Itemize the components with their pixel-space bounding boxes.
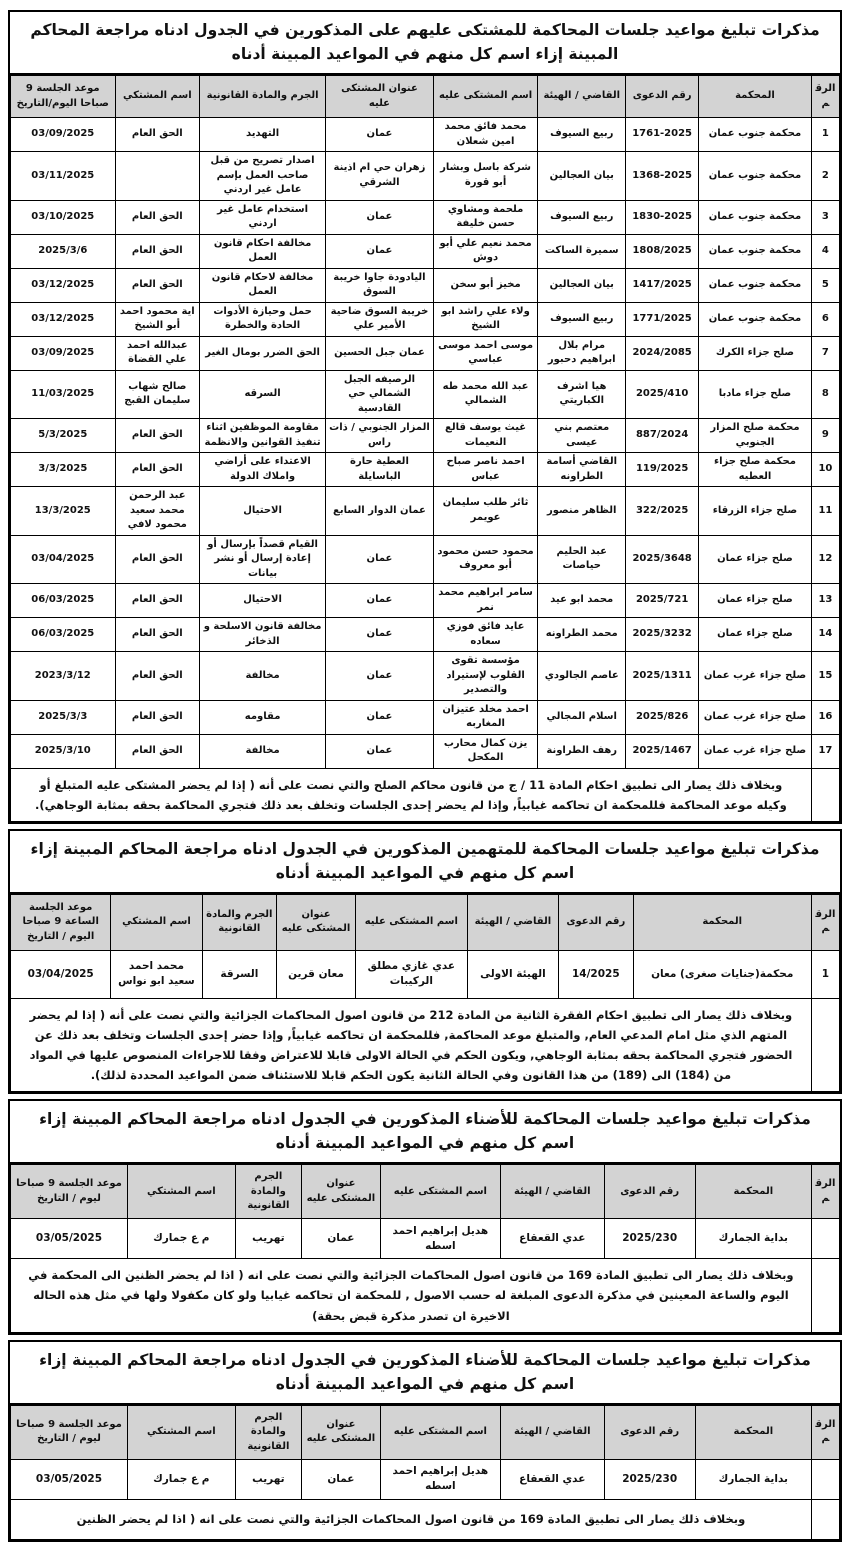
table-cell: 3 (811, 200, 839, 234)
table-cell: 6 (811, 302, 839, 336)
table-cell: السرقة (202, 950, 277, 998)
header-cell: رقم الدعوى (626, 76, 699, 118)
row-number-cell (811, 998, 839, 1092)
table-cell: الحق العام (115, 453, 200, 487)
table-cell: صلح جزاء الكرك (699, 336, 812, 370)
header-cell: موعد الجلسة الساعة 9 صباحا اليوم / التاريخ (11, 894, 111, 950)
table-cell: 1417/2025 (626, 268, 699, 302)
table-cell: 2025/721 (626, 584, 699, 618)
table-cell: 8 (811, 370, 839, 419)
table-cell: عاصم الجالودي (538, 652, 626, 701)
table-cell: الحق الضرر بومال الغير (200, 336, 326, 370)
table-cell: تهريب (235, 1459, 301, 1499)
section-title: مذكرات تبليغ مواعيد جلسات المحاكمة للمشتكى عليهم على المذكورين في الجدول ادناه مراجعة المحاكم المبينة إزاء اسم كل منهم في المواعيد المبينة أدناه (10, 12, 840, 75)
table-cell: اصدار تصريح من قبل صاحب العمل بإسم عامل غير اردني (200, 152, 326, 201)
table-cell: 03/04/2025 (11, 950, 111, 998)
table-cell: عمان الدوار السابع (326, 487, 434, 536)
table-cell: بيان العجالين (538, 268, 626, 302)
table-cell: 03/12/2025 (11, 302, 116, 336)
header-cell: القاضي / الهيئة (500, 1405, 604, 1459)
table-cell: 2023/3/12 (11, 652, 116, 701)
table-cell: 10 (811, 453, 839, 487)
header-cell: الرقم (811, 1405, 839, 1459)
table-cell: مخالفة قانون الاسلحة و الذخائر (200, 618, 326, 652)
table-cell: مخالفة لاحكام قانون العمل (200, 268, 326, 302)
table-cell: صلح جزاء غرب عمان (699, 652, 812, 701)
table-cell: الاحتيال (200, 487, 326, 536)
table-cell: سامر ابراهيم محمد نمر (433, 584, 537, 618)
table-cell (115, 152, 200, 201)
table-cell: م ع جمارك (127, 1219, 235, 1259)
table-cell: 13/3/2025 (11, 487, 116, 536)
table-cell: محكمة جنوب عمان (699, 234, 812, 268)
table-cell: 03/05/2025 (11, 1459, 128, 1499)
table-row (11, 234, 840, 268)
table-cell: العطية حارة الباسايلة (326, 453, 434, 487)
header-cell: اسم المشتكي (127, 1165, 235, 1219)
table-cell: معان قرين (277, 950, 356, 998)
table-cell: عبد الحليم حياصات (538, 535, 626, 584)
table-cell: 2025/1311 (626, 652, 699, 701)
table-cell: محمد نعيم علي أبو دوش (433, 234, 537, 268)
table-cell: 1 (811, 118, 839, 152)
header-cell: الجرم والمادة القانونية (202, 894, 277, 950)
table-cell: 2025/826 (626, 700, 699, 734)
header-cell: عنوان المشتكى عليه (326, 76, 434, 118)
section-suspects-notices-1 (8, 1099, 842, 1334)
note-row (11, 1259, 840, 1332)
table-cell: 1 (811, 950, 839, 998)
section-accused-notices (8, 829, 842, 1095)
court-sessions-table-1 (10, 75, 840, 822)
table-cell: الاحتيال (200, 584, 326, 618)
table-row (11, 370, 840, 419)
header-cell: المحكمة (633, 894, 811, 950)
table-cell: صلح جزاء عمان (699, 535, 812, 584)
table-row (11, 950, 840, 998)
table-cell: عبدالله احمد علي القضاة (115, 336, 200, 370)
table-cell: الحق العام (115, 584, 200, 618)
table-cell: 12 (811, 535, 839, 584)
table-cell: 7 (811, 336, 839, 370)
header-cell: اسم المشتكى عليه (380, 1405, 500, 1459)
table-row (11, 268, 840, 302)
table-cell: الحق العام (115, 118, 200, 152)
table-cell: 03/05/2025 (11, 1219, 128, 1259)
table-cell: عمان (302, 1459, 381, 1499)
table-cell: عدي غازي مطلق الركيبات (355, 950, 467, 998)
gazette-page (8, 10, 842, 1542)
table-cell: عمان (326, 734, 434, 768)
table-cell: اسلام المجالي (538, 700, 626, 734)
table-cell: الحق العام (115, 234, 200, 268)
table-cell: الاعتداء على أراضي واملاك الدولة (200, 453, 326, 487)
table-cell: 13 (811, 584, 839, 618)
table-cell: 2025/230 (604, 1219, 695, 1259)
header-cell: عنوان المشتكى عليه (277, 894, 356, 950)
legal-note: وبخلاف ذلك يصار الى تطبيق المادة 169 من قانون اصول المحاكمات الجزائية والتي نصت على انه ( اذا لم يحضر الظنين الى المحكمة في اليوم والساعة المعينين في مذكرة الدعوى المبلغة له حسب الاصول , للمحكمة ان تحاكمه غيابيا ولو كان مكفولا ولها في مثل هذه الحاله الاخيرة ان تصدر مذكرة قبض بحقة) (11, 1259, 812, 1332)
table-row (11, 302, 840, 336)
section-title: مذكرات تبليغ مواعيد جلسات المحاكمة للأضناء المذكورين في الجدول ادناه مراجعة المحاكم المبينة إزاء اسم كل منهم في المواعيد المبينة أدناه (10, 1342, 840, 1405)
legal-note: وبخلاف ذلك يصار الى تطبيق احكام المادة 11 / ج من قانون محاكم الصلح والتي نصت على أنه ( إذا لم يحضر المشتكى عليه المتبلغ أو وكيله موعد المحاكمة فللمحكمة ان تحاكمه غيابياً, وإذا لم يحضر إحدى الجلسات وتخلف بعد ذلك فتجري المحاكمة بحقه بمثابة الوجاهي). (11, 768, 812, 821)
table-cell: 5/3/2025 (11, 419, 116, 453)
table-cell: 17 (811, 734, 839, 768)
table-cell: استخدام عامل غير اردني (200, 200, 326, 234)
table-cell: مخالفة احكام قانون العمل (200, 234, 326, 268)
table-cell: الحق العام (115, 652, 200, 701)
header-cell: القاضي / الهيئة (500, 1165, 604, 1219)
table-cell: هيا اشرف الكباريتي (538, 370, 626, 419)
table-cell: 14 (811, 618, 839, 652)
table-cell: 2024/2085 (626, 336, 699, 370)
table-cell: التهديد (200, 118, 326, 152)
table-cell: شركة باسل وبشار أبو قورة (433, 152, 537, 201)
header-cell: اسم المشتكي (111, 894, 202, 950)
table-cell: صالح شهاب سليمان القبج (115, 370, 200, 419)
table-cell: الهيئة الاولى (467, 950, 558, 998)
table-cell: موسى احمد موسى عباسي (433, 336, 537, 370)
table-cell: عمان (326, 584, 434, 618)
table-cell: 2025/410 (626, 370, 699, 419)
table-cell: 06/03/2025 (11, 618, 116, 652)
table-cell: اليادودة جاوا خريبة السوق (326, 268, 434, 302)
table-cell: عمان (326, 535, 434, 584)
header-cell: موعد الجلسة 9 صباحا اليوم/التاريخ (11, 76, 116, 118)
table-cell: 14/2025 (558, 950, 633, 998)
table-cell: صلح جزاء عمان (699, 584, 812, 618)
table-cell: صلح جزاء عمان (699, 618, 812, 652)
table-cell: م ع جمارك (127, 1459, 235, 1499)
table-cell: 11 (811, 487, 839, 536)
table-cell: احمد مخلد عتيزان المغاربه (433, 700, 537, 734)
table-cell: احمد ناصر صباح عباس (433, 453, 537, 487)
table-cell: عمان جبل الحسين (326, 336, 434, 370)
table-cell: 3/3/2025 (11, 453, 116, 487)
header-cell: الرقم (811, 76, 839, 118)
table-cell: 322/2025 (626, 487, 699, 536)
table-cell: 03/04/2025 (11, 535, 116, 584)
section-title: مذكرات تبليغ مواعيد جلسات المحاكمة للأضناء المذكورين في الجدول ادناه مراجعة المحاكم المبينة إزاء اسم كل منهم في المواعيد المبينة أدناه (10, 1101, 840, 1164)
table-cell: 03/09/2025 (11, 118, 116, 152)
table-cell: سميرة الساكت (538, 234, 626, 268)
table-row (11, 453, 840, 487)
table-row (11, 419, 840, 453)
header-cell: المحكمة (699, 76, 812, 118)
header-cell: اسم المشتكي (127, 1405, 235, 1459)
table-cell: 2025/1467 (626, 734, 699, 768)
header-row (11, 1405, 840, 1459)
header-cell: القاضي / الهيئة (467, 894, 558, 950)
table-cell: محكمة صلح جزاء العطيه (699, 453, 812, 487)
table-cell: 1808/2025 (626, 234, 699, 268)
note-row (11, 1499, 840, 1539)
section-suspects-notices-2 (8, 1340, 842, 1542)
table-cell: 887/2024 (626, 419, 699, 453)
table-cell: 2025/230 (604, 1459, 695, 1499)
table-cell: 2025/3/6 (11, 234, 116, 268)
header-cell: موعد الجلسة 9 صباحا ليوم / التاريخ (11, 1165, 128, 1219)
table-body (11, 1219, 840, 1259)
table-cell: مرام بلال ابراهيم دحبور (538, 336, 626, 370)
table-cell: محكمة(جنايات صغرى) معان (633, 950, 811, 998)
row-number-cell (811, 1259, 839, 1332)
section-title: مذكرات تبليغ مواعيد جلسات المحاكمة للمتهمين المذكورين في الجدول ادناه مراجعة المحاكم المبينة إزاء اسم كل منهم في المواعيد المبينة أدناه (10, 831, 840, 894)
table-row (11, 200, 840, 234)
header-cell: اسم المشتكى عليه (355, 894, 467, 950)
table-cell: مخالفة (200, 652, 326, 701)
table-cell: عبد الله محمد طه الشمالي (433, 370, 537, 419)
table-cell: 03/11/2025 (11, 152, 116, 201)
table-body (11, 1459, 840, 1499)
table-row (11, 584, 840, 618)
table-cell: معتصم بني عيسى (538, 419, 626, 453)
table-row (11, 618, 840, 652)
header-cell: رقم الدعوى (604, 1405, 695, 1459)
table-cell: 1368-2025 (626, 152, 699, 201)
table-cell: مخيز أبو سخن (433, 268, 537, 302)
table-cell: الحق العام (115, 734, 200, 768)
table-body (11, 950, 840, 998)
court-sessions-table-4 (10, 1405, 840, 1540)
table-cell: القاضي أسامة الطراونه (538, 453, 626, 487)
header-cell: الجرم والمادة القانونية (200, 76, 326, 118)
table-cell: 1830-2025 (626, 200, 699, 234)
table-cell: ربيع السيوف (538, 118, 626, 152)
table-cell: حمل وحيازة الأدوات الحادة والخطرة (200, 302, 326, 336)
table-row (11, 336, 840, 370)
table-cell: اية محمود احمد أبو الشيخ (115, 302, 200, 336)
table-cell: الحق العام (115, 200, 200, 234)
table-row (11, 535, 840, 584)
header-cell: اسم المشتكي (115, 76, 200, 118)
table-cell: 1771/2025 (626, 302, 699, 336)
table-cell: 9 (811, 419, 839, 453)
table-cell: 15 (811, 652, 839, 701)
table-cell: محكمة جنوب عمان (699, 200, 812, 234)
legal-note: وبخلاف ذلك يصار الى تطبيق المادة 169 من قانون اصول المحاكمات الجزائية والتي نصت على انه ( اذا لم يحضر الظنين (11, 1499, 812, 1539)
header-cell: موعد الجلسة 9 صباحا ليوم / التاريخ (11, 1405, 128, 1459)
header-cell: المحكمة (695, 1405, 811, 1459)
table-cell: محكمة جنوب عمان (699, 118, 812, 152)
table-cell: صلح جزاء غرب عمان (699, 734, 812, 768)
court-sessions-table-3 (10, 1164, 840, 1332)
table-row (11, 487, 840, 536)
table-cell: صلح جزاء غرب عمان (699, 700, 812, 734)
table-cell: 2025/3/3 (11, 700, 116, 734)
table-cell: محكمة جنوب عمان (699, 268, 812, 302)
table-cell: محمد ابو عيد (538, 584, 626, 618)
table-cell: 5 (811, 268, 839, 302)
table-cell (811, 1459, 839, 1499)
table-cell: خريبة السوق ضاحية الأمير علي (326, 302, 434, 336)
header-cell: القاضي / الهيئة (538, 76, 626, 118)
table-cell: ربيع السيوف (538, 200, 626, 234)
header-cell: رقم الدعوى (604, 1165, 695, 1219)
table-cell: عمان (302, 1219, 381, 1259)
table-cell: 06/03/2025 (11, 584, 116, 618)
table-cell: محكمة جنوب عمان (699, 152, 812, 201)
table-row (11, 1219, 840, 1259)
table-cell: الحق العام (115, 700, 200, 734)
table-cell: تهريب (235, 1219, 301, 1259)
table-cell: صلح جزاء الزرقاء (699, 487, 812, 536)
note-row (11, 768, 840, 821)
row-number-cell (811, 768, 839, 821)
table-cell: 2025/3/10 (11, 734, 116, 768)
header-cell: عنوان المشتكى عليه (302, 1405, 381, 1459)
note-row (11, 998, 840, 1092)
table-cell: محمد احمد سعيد ابو نواس (111, 950, 202, 998)
table-row (11, 118, 840, 152)
court-sessions-table-2 (10, 894, 840, 1093)
row-number-cell (811, 1499, 839, 1539)
table-cell: ولاء علي راشد ابو الشيخ (433, 302, 537, 336)
table-cell: محكمة صلح المزار الجنوبي (699, 419, 812, 453)
table-cell: محكمة جنوب عمان (699, 302, 812, 336)
table-cell: الرصيفه الجبل الشمالي حي القادسية (326, 370, 434, 419)
table-row (11, 1459, 840, 1499)
table-cell: عمان (326, 200, 434, 234)
header-row (11, 76, 840, 118)
table-cell: ثائر طلب سليمان عويمر (433, 487, 537, 536)
header-cell: الرقم (811, 894, 839, 950)
table-cell: رهف الطراونة (538, 734, 626, 768)
table-cell: بداية الجمارك (695, 1219, 811, 1259)
table-cell: 03/09/2025 (11, 336, 116, 370)
table-cell: 03/10/2025 (11, 200, 116, 234)
table-cell: الحق العام (115, 419, 200, 453)
table-row (11, 734, 840, 768)
table-cell: ربيع السيوف (538, 302, 626, 336)
table-cell: مقاومه (200, 700, 326, 734)
table-cell: المزار الجنوبي / ذات راس (326, 419, 434, 453)
table-cell: عمان (326, 618, 434, 652)
header-cell: اسم المشتكى عليه (433, 76, 537, 118)
table-cell: مؤسسة تقوى القلوب لإستيراد والتصدير (433, 652, 537, 701)
table-cell: عدي القعقاع (500, 1459, 604, 1499)
table-cell: هديل إبراهيم احمد اسطه (380, 1459, 500, 1499)
table-cell: مخالفة (200, 734, 326, 768)
table-cell: غيث يوسف قالع النعيمات (433, 419, 537, 453)
table-cell: هديل إبراهيم احمد اسطه (380, 1219, 500, 1259)
table-cell: عمان (326, 700, 434, 734)
table-cell: عمان (326, 234, 434, 268)
table-cell: عمان (326, 118, 434, 152)
table-cell: 1761-2025 (626, 118, 699, 152)
table-cell: عبد الرحمن محمد سعيد محمود لافي (115, 487, 200, 536)
table-row (11, 152, 840, 201)
table-cell: بيان العجالين (538, 152, 626, 201)
section-defendants-notices (8, 10, 842, 824)
table-cell: الظاهر منصور (538, 487, 626, 536)
table-cell: 119/2025 (626, 453, 699, 487)
table-cell: عايد فائق فوزي سعاده (433, 618, 537, 652)
table-cell (811, 1219, 839, 1259)
table-cell: الحق العام (115, 618, 200, 652)
table-cell: يزن كمال محارب المكحل (433, 734, 537, 768)
table-cell: السرقه (200, 370, 326, 419)
header-row (11, 894, 840, 950)
table-cell: عمان (326, 652, 434, 701)
table-row (11, 652, 840, 701)
table-cell: 2025/3232 (626, 618, 699, 652)
header-cell: الجرم والمادة القانونية (235, 1405, 301, 1459)
table-row (11, 700, 840, 734)
table-cell: بداية الجمارك (695, 1459, 811, 1499)
table-cell: القيام قصداً بإرسال أو إعادة إرسال أو نشر بيانات (200, 535, 326, 584)
table-cell: 2025/3648 (626, 535, 699, 584)
table-cell: الحق العام (115, 268, 200, 302)
legal-note: وبخلاف ذلك يصار الى تطبيق احكام الفقرة الثانية من المادة 212 من قانون اصول المحاكمات الجزائية والتي نصت على أنه ( إذا لم يحضر المتهم الذي مثل امام المدعي العام, والمتبلغ موعد المحاكمة, فللمحكمة ان تحاكمه غيابياً, وإذا حضر إحدى الجلسات وتخلف بعد ذلك عن الحضور فتجري المحاكمة بحقه بمثابة الوجاهي, ويكون الحكم في الحالة الاولى قابلا للاعتراض وفقا للاجراءات المنصوص عليها في المواد من (184) الى (189) من هذا القانون وفي الحالة الثانية يكون الحكم قابلا للاستئناف ضمن المواعيد المحددة لذلك). (11, 998, 812, 1092)
table-cell: محمد الطراونه (538, 618, 626, 652)
table-cell: 16 (811, 700, 839, 734)
table-cell: 2 (811, 152, 839, 201)
table-cell: زهران حي ام اذينة الشرقي (326, 152, 434, 201)
table-cell: 11/03/2025 (11, 370, 116, 419)
header-cell: عنوان المشتكى عليه (302, 1165, 381, 1219)
table-cell: محمد فائق محمد امين شعلان (433, 118, 537, 152)
table-cell: مقاومة الموظفين اثناء تنفيذ القوانين والانظمة (200, 419, 326, 453)
header-cell: رقم الدعوى (558, 894, 633, 950)
table-cell: عدي القعقاع (500, 1219, 604, 1259)
header-cell: الجرم والمادة القانونية (235, 1165, 301, 1219)
header-cell: اسم المشتكى عليه (380, 1165, 500, 1219)
table-cell: محمود حسن محمود أبو معروف (433, 535, 537, 584)
table-cell: صلح جزاء مادبا (699, 370, 812, 419)
header-row (11, 1165, 840, 1219)
table-cell: الحق العام (115, 535, 200, 584)
table-cell: 03/12/2025 (11, 268, 116, 302)
header-cell: الرقم (811, 1165, 839, 1219)
table-cell: 4 (811, 234, 839, 268)
header-cell: المحكمة (695, 1165, 811, 1219)
table-body (11, 118, 840, 769)
table-cell: ملحمة ومشاوي حسن خليفة (433, 200, 537, 234)
